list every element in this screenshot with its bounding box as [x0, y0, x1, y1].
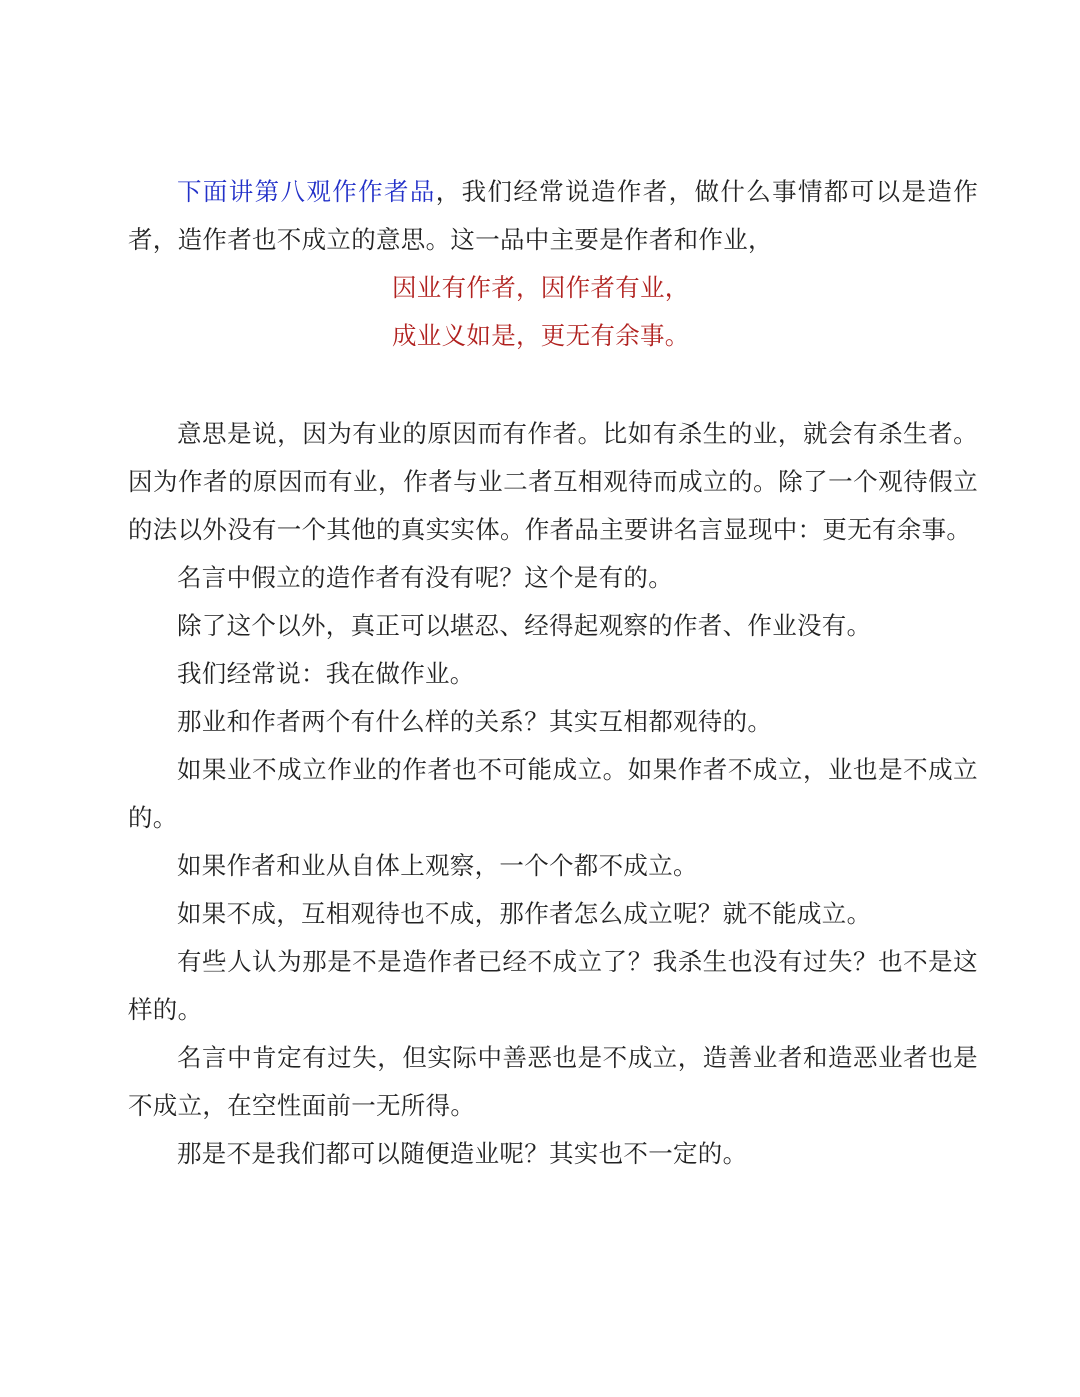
body-paragraph: 如果不成，互相观待也不成，那作者怎么成立呢？就不能成立。	[177, 899, 872, 928]
body-paragraph: 那是不是我们都可以随便造业呢？其实也不一定的。	[177, 1139, 748, 1168]
intro-text: ，我们经常说造作者，做什么事情都可以是造作者，造作者也不成立的意思。这一品中主要是作者和作业，	[128, 177, 978, 254]
body-paragraph: 有些人认为那是不是造作者已经不成立了？我杀生也没有过失？也不是这样的。	[128, 947, 978, 1024]
document-body	[128, 168, 978, 1178]
section-spacer	[128, 360, 978, 410]
intro-paragraph	[128, 168, 978, 264]
verse-line: 成业义如是，更无有余事。	[392, 321, 690, 350]
body-paragraph: 名言中肯定有过失，但实际中善恶也是不成立，造善业者和造恶业者也是不成立，在空性面前一无所得。	[128, 1043, 978, 1120]
verse-line: 因业有作者，因作者有业，	[392, 273, 690, 302]
body-paragraph: 那业和作者两个有什么样的关系？其实互相都观待的。	[177, 707, 773, 736]
body-paragraph: 如果业不成立作业的作者也不可能成立。如果作者不成立，业也是不成立的。	[128, 755, 978, 832]
chapter-title-highlight: 下面讲第八观作作者品	[177, 177, 436, 206]
body-paragraph: 除了这个以外，真正可以堪忍、经得起观察的作者、作业没有。	[177, 611, 872, 640]
body-paragraph: 我们经常说：我在做作业。	[177, 659, 475, 688]
body-paragraph: 名言中假立的造作者有没有呢？这个是有的。	[177, 563, 673, 592]
body-paragraph: 意思是说，因为有业的原因而有作者。比如有杀生的业，就会有杀生者。因为作者的原因而有业，作者与业二者互相观待而成立的。除了一个观待假立的法以外没有一个其他的真实实体。作者品主要讲名言显现中：更无有余事。	[128, 419, 978, 544]
body-paragraph: 如果作者和业从自体上观察，一个个都不成立。	[177, 851, 698, 880]
